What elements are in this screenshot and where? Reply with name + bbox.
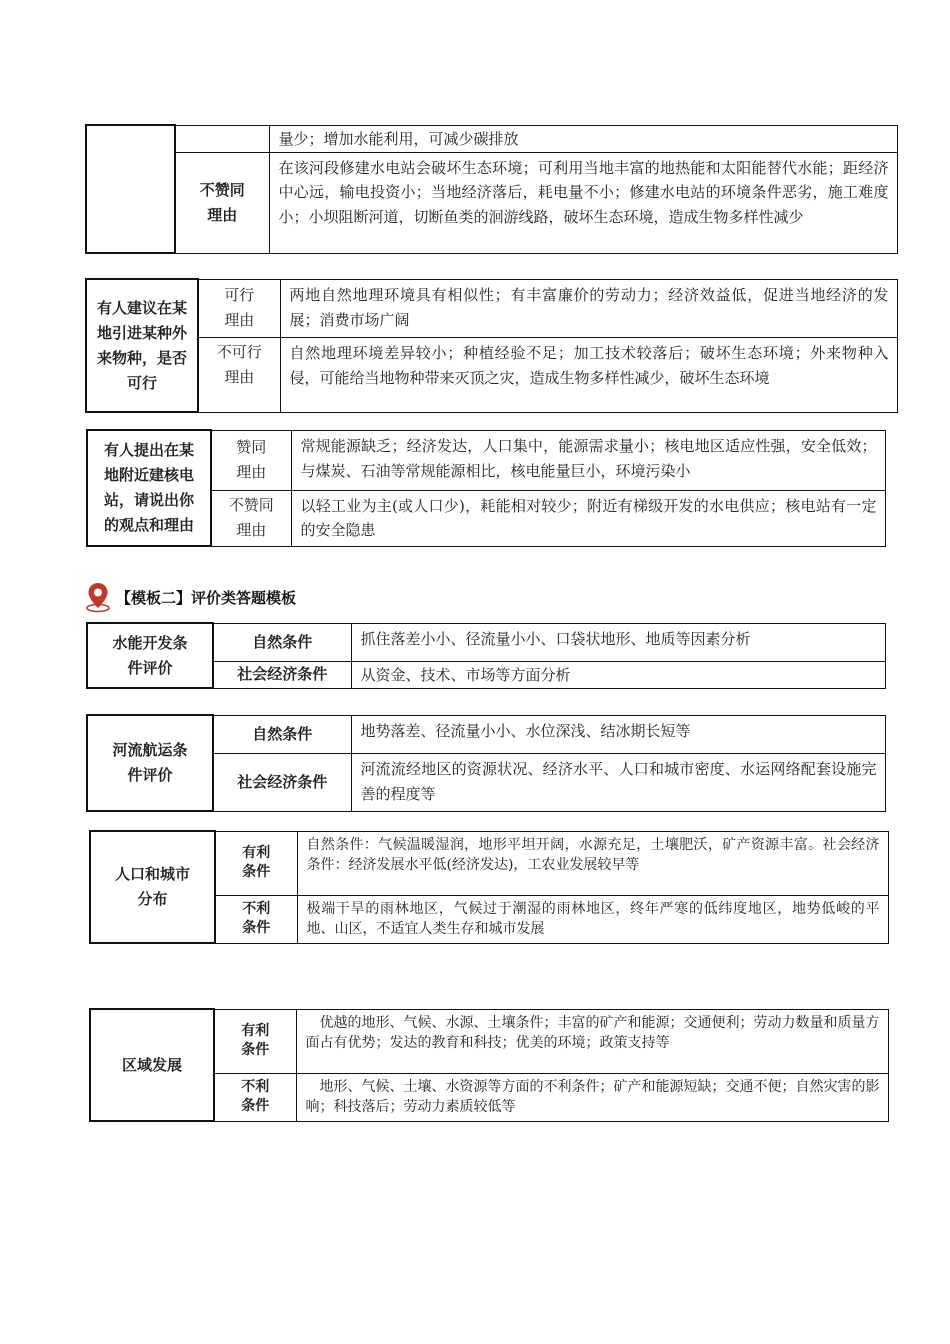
table-hydropower-continued [85, 124, 898, 254]
label-cell-empty [175, 125, 269, 152]
row-text: 河流流经地区的资源状况、经济水平、人口和城市密度、水运网络配套设施完善的程度等 [351, 753, 885, 811]
row-label: 赞同理由 [211, 430, 291, 490]
row-text: 极端干旱的雨林地区，气候过于潮湿的雨林地区，终年严寒的低纬度地区，地势低峻的平地、山区，不适宜人类生存和城市发展 [297, 895, 888, 943]
row-text: 自然条件：气候温暖湿润，地形平坦开阔，水源充足，土壤肥沃，矿产资源丰富。社会经济条件：经济发展水平低(经济发达)，工农业发展较早等 [297, 831, 888, 895]
row-text: 两地自然地理环境具有相似性；有丰富廉价的劳动力；经济效益低，促进当地经济的发展；消费市场广阔 [280, 279, 897, 337]
row-text: 从资金、技术、市场等方面分析 [351, 661, 885, 688]
row-text: 以轻工业为主(或人口少)，耗能相对较少；附近有梯级开发的水电供应；核电站有一定的安全隐患 [291, 490, 885, 546]
table-river-shipping [86, 714, 886, 812]
topic-cell: 有人建议在某地引进某种外来物种，是否可行 [86, 279, 198, 412]
row-label: 可行理由 [198, 279, 280, 337]
table-invasive-species [85, 278, 898, 413]
table-regional-development [89, 1008, 889, 1122]
table-nuclear-plant [86, 429, 886, 547]
row-text: 在该河段修建水电站会破坏生态环境；可利用当地丰富的地热能和太阳能替代水能；距经济中心远，输电投资小；当地经济落后，耗电量不小；修建水电站的环境条件恶劣，施工难度小；小坝阻断河道，切断鱼类的洄游线路，破坏生态环境，造成生物多样性减少 [269, 152, 897, 253]
location-pin-icon [84, 581, 112, 613]
topic-cell: 人口和城市分布 [90, 831, 215, 943]
row-label: 不利条件 [215, 895, 297, 943]
topic-cell-empty [86, 125, 175, 253]
topic-cell: 有人提出在某地附近建核电站，请说出你的观点和理由 [87, 430, 211, 546]
topic-cell: 水能开发条件评价 [87, 623, 213, 688]
row-label: 社会经济条件 [213, 661, 351, 688]
topic-cell: 河流航运条件评价 [87, 715, 213, 811]
template-title: 【模板二】评价类答题模板 [116, 588, 297, 607]
row-text: 优越的地形、气候、水源、土壤条件；丰富的矿产和能源；交通便利；劳动力数量和质量方面占有优势；发达的教育和科技；优美的环境；政策支持等 [296, 1009, 888, 1073]
topic-cell: 区域发展 [90, 1009, 214, 1121]
row-label: 不可行理由 [198, 337, 280, 412]
row-label: 不赞同理由 [175, 152, 269, 253]
template-heading [84, 580, 296, 614]
table-hydropower-evaluation [86, 622, 886, 689]
row-text: 地形、气候、土壤、水资源等方面的不利条件；矿产和能源短缺；交通不便；自然灾害的影响；科技落后；劳动力素质较低等 [296, 1073, 888, 1121]
table-population-cities [89, 830, 889, 944]
row-label: 有利条件 [215, 831, 297, 895]
row-text: 自然地理环境差异较小；种植经验不足；加工技术较落后；破坏生态环境；外来物种入侵，可能给当地物种带来灭顶之灾，造成生物多样性减少，破坏生态环境 [280, 337, 897, 412]
row-text: 抓住落差小小、径流量小小、口袋状地形、地质等因素分析 [351, 623, 885, 661]
row-text: 量少；增加水能利用，可减少碳排放 [269, 125, 897, 152]
row-label: 社会经济条件 [213, 753, 351, 811]
row-label: 自然条件 [213, 623, 351, 661]
row-text: 地势落差、径流量小小、水位深浅、结冰期长短等 [351, 715, 885, 753]
row-label: 自然条件 [213, 715, 351, 753]
row-label: 有利条件 [214, 1009, 296, 1073]
row-text: 常规能源缺乏；经济发达，人口集中，能源需求量小；核电地区适应性强，安全低效；与煤炭、石油等常规能源相比，核电能量巨小，环境污染小 [291, 430, 885, 490]
row-label: 不利条件 [214, 1073, 296, 1121]
row-label: 不赞同理由 [211, 490, 291, 546]
